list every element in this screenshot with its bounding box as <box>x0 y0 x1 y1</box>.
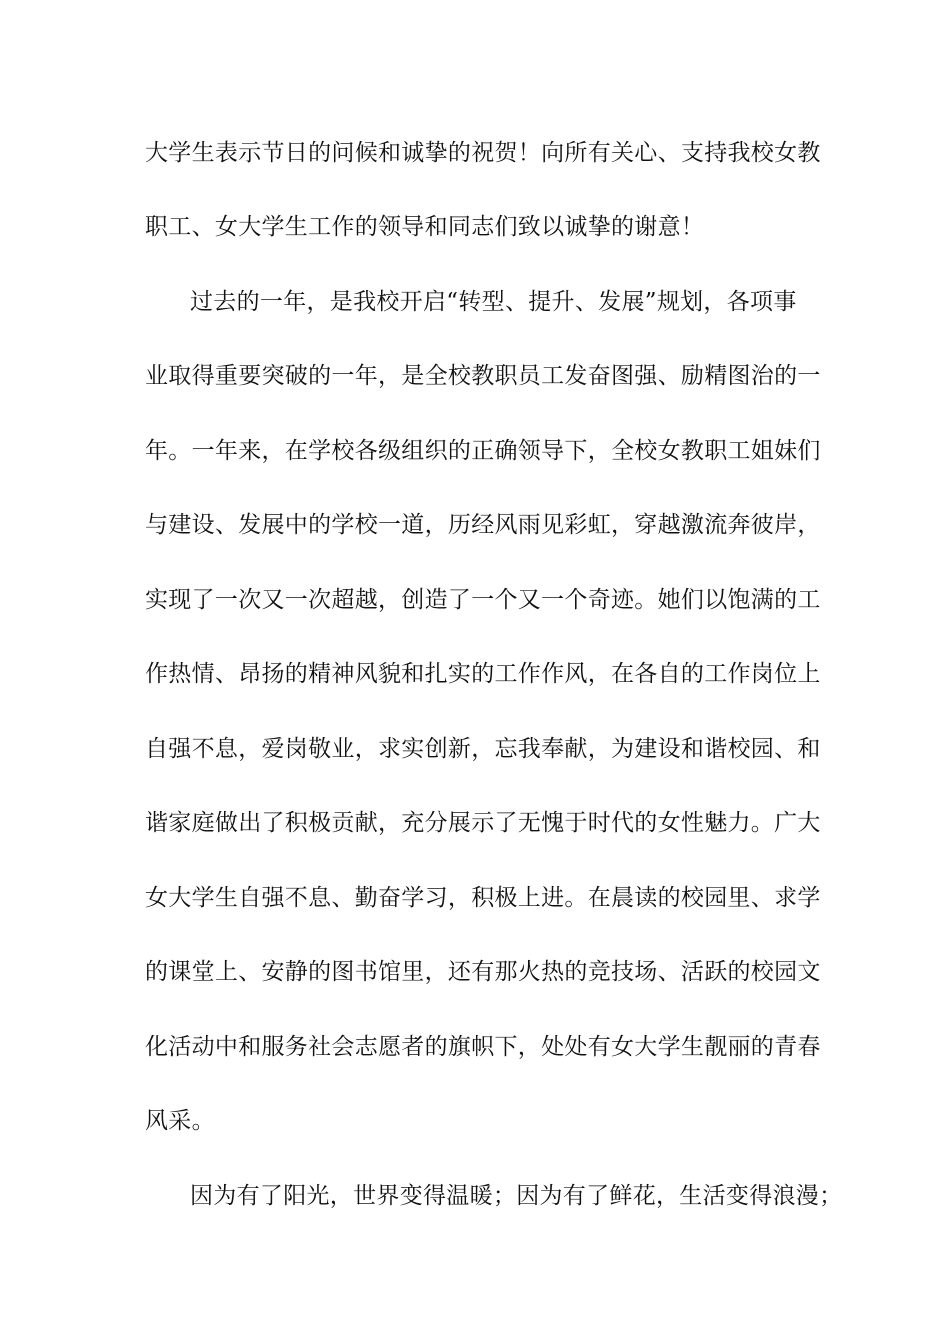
text-line: 女大学生自强不息、勤奋学习，积极上进。在晨读的校园里、求学 <box>145 885 821 911</box>
text-line: 职工、女大学生工作的领导和同志们致以诚挚的谢意！ <box>145 214 705 240</box>
text-line: 实现了一次又一次超越，创造了一个又一个奇迹。她们以饱满的工 <box>145 587 821 613</box>
paragraph-start-line: 因为有了阳光，世界变得温暖；因为有了鲜花，生活变得浪漫； <box>190 1183 843 1209</box>
text-line: 与建设、发展中的学校一道，历经风雨见彩虹，穿越激流奔彼岸， <box>145 512 821 538</box>
paragraph-start-line: 过去的一年，是我校开启“转型、提升、发展”规划，各项事 <box>190 289 797 315</box>
text-line: 年。一年来，在学校各级组织的正确领导下，全校女教职工姐妹们 <box>145 438 821 464</box>
text-line: 业取得重要突破的一年，是全校教职员工发奋图强、励精图治的一 <box>145 363 821 389</box>
text-line: 风采。 <box>145 1108 215 1134</box>
text-line: 化活动中和服务社会志愿者的旗帜下，处处有女大学生靓丽的青春 <box>145 1034 821 1060</box>
text-line: 的课堂上、安静的图书馆里，还有那火热的竞技场、活跃的校园文 <box>145 959 821 985</box>
text-line: 作热情、昂扬的精神风貌和扎实的工作作风，在各自的工作岗位上 <box>145 661 821 687</box>
text-line: 自强不息，爱岗敬业，求实创新，忘我奉献，为建设和谐校园、和 <box>145 736 821 762</box>
text-line: 谐家庭做出了积极贡献，充分展示了无愧于时代的女性魅力。广大 <box>145 810 821 836</box>
text-line: 大学生表示节日的问候和诚挚的祝贺！向所有关心、支持我校女教 <box>145 140 821 166</box>
